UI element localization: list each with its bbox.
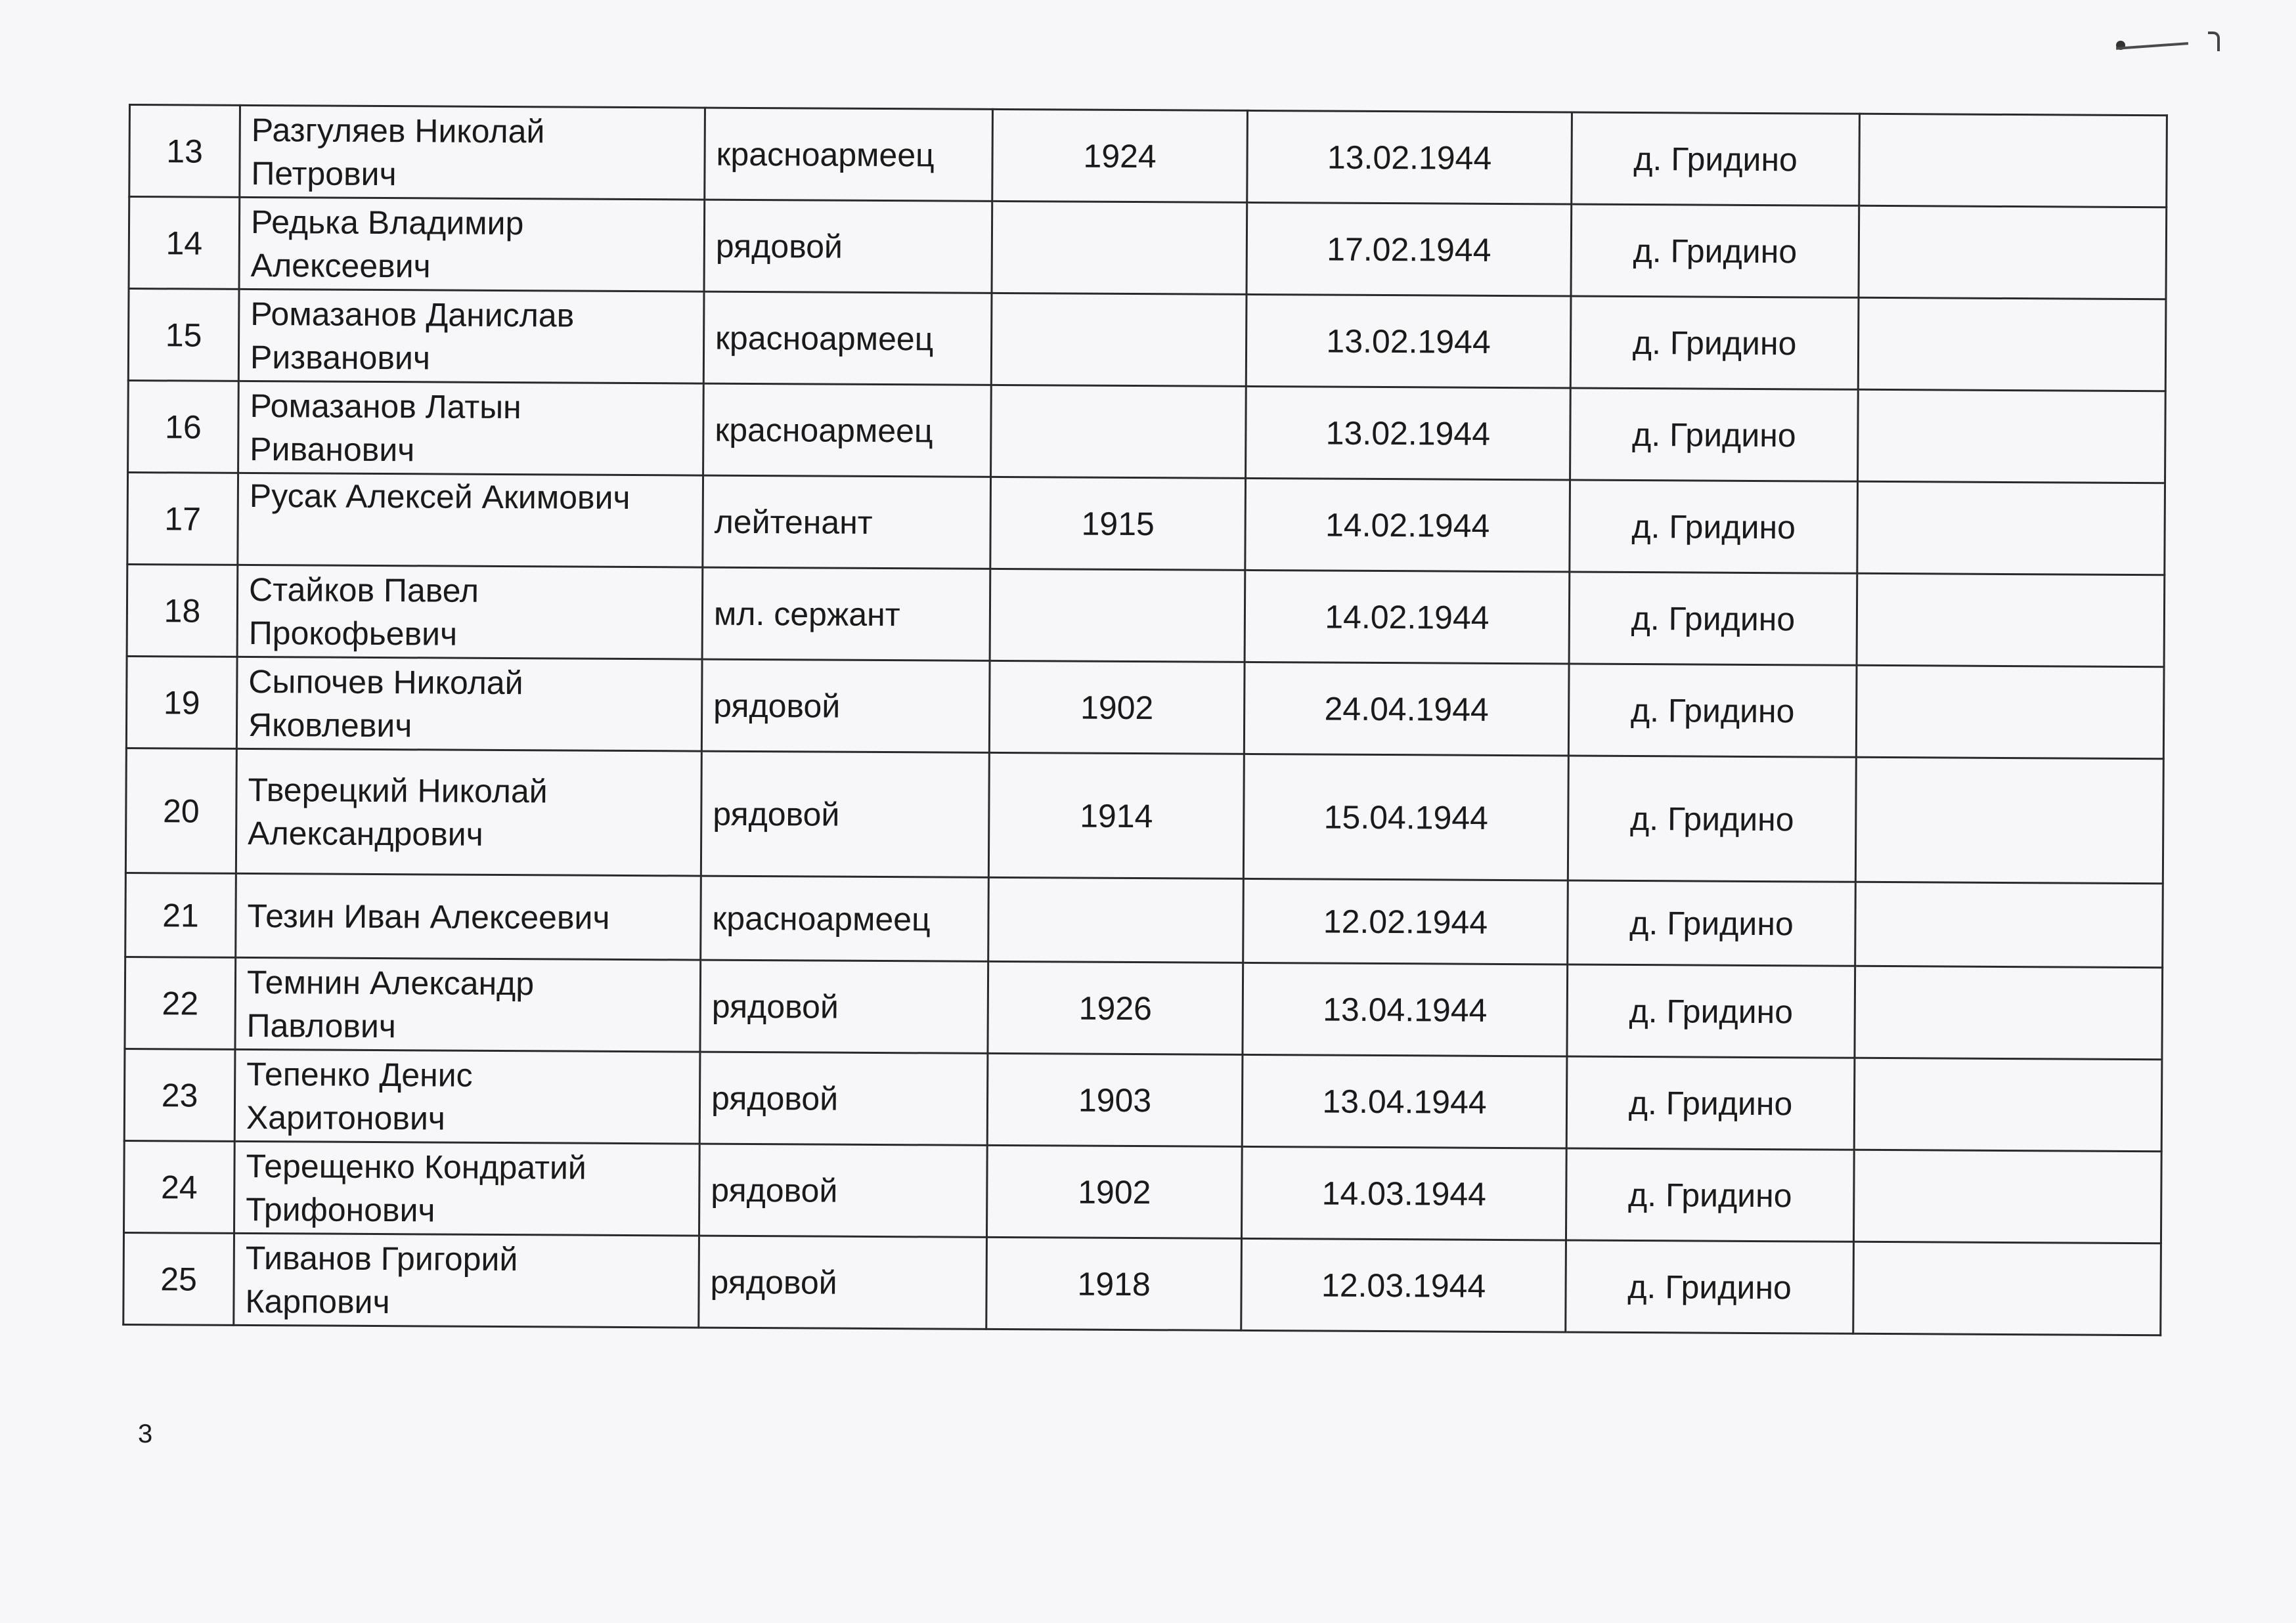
notes-cell: [1855, 882, 2163, 967]
notes-cell: [1858, 389, 2166, 483]
row-number-cell: 15: [128, 289, 239, 381]
table-row: [127, 564, 2165, 666]
name-line-2: Яковлевич: [248, 706, 412, 744]
name-cell: [240, 105, 705, 200]
table-row: [128, 289, 2166, 391]
burial-place-cell: д. Гридино: [1570, 296, 1859, 389]
death-date-cell: 13.04.1944: [1243, 963, 1568, 1056]
name-line-2: Прокофьевич: [248, 614, 458, 653]
table-row: [126, 656, 2164, 758]
burial-place-cell: д. Гридино: [1569, 572, 1857, 665]
name-cell: [239, 197, 705, 292]
table-row: [125, 873, 2163, 967]
rank-cell: лейтенант: [703, 475, 991, 569]
name-cell: [236, 748, 701, 876]
name-cell: [238, 473, 703, 567]
notes-cell: [1853, 1150, 2161, 1243]
burial-place-cell: д. Гридино: [1568, 756, 1856, 882]
rank-cell: рядовой: [704, 200, 992, 293]
name-line-1: Тезин Иван Алексеевич: [247, 897, 610, 936]
notes-cell: [1855, 757, 2163, 883]
name-cell: [238, 381, 704, 475]
burial-place-cell: д. Гридино: [1567, 964, 1855, 1058]
table-body: [123, 105, 2167, 1335]
table-row: [129, 197, 2167, 299]
pen-hook-mark: [2208, 32, 2220, 51]
birth-year-cell: [991, 385, 1247, 478]
burial-place-cell: д. Гридино: [1571, 204, 1859, 297]
name-line-1: Ромазанов Латын: [250, 387, 521, 425]
burial-place-cell: д. Гридино: [1572, 112, 1860, 206]
page-number: 3: [138, 1419, 153, 1448]
table-row: [129, 105, 2167, 207]
rank-cell: красноармеец: [703, 292, 992, 385]
name-line-1: Стайков Павел: [248, 571, 479, 609]
death-date-cell: 12.03.1944: [1241, 1238, 1566, 1332]
name-line-2: Петрович: [251, 154, 397, 192]
row-number-cell: 18: [127, 564, 238, 657]
name-line-2: Алексеевич: [250, 246, 431, 284]
birth-year-cell: 1902: [986, 1145, 1242, 1238]
table-row: [127, 473, 2165, 575]
table-row: [124, 1049, 2162, 1151]
death-date-cell: 13.02.1944: [1246, 386, 1571, 480]
row-number-cell: 16: [128, 381, 239, 473]
name-line-2: Риванович: [250, 430, 415, 468]
name-line-1: Разгуляев Николай: [251, 111, 545, 150]
birth-year-cell: [991, 293, 1247, 386]
rank-cell: рядовой: [699, 1236, 987, 1329]
row-number-cell: 25: [123, 1232, 234, 1325]
rank-cell: рядовой: [699, 1144, 987, 1237]
row-number-cell: 14: [129, 197, 240, 290]
row-number-cell: 20: [125, 748, 236, 873]
name-line-1: Тверецкий Николай: [248, 771, 548, 810]
birth-year-cell: [990, 569, 1245, 662]
notes-cell: [1855, 966, 2163, 1059]
row-number-cell: 22: [125, 957, 236, 1049]
birth-year-cell: 1926: [988, 961, 1243, 1054]
name-line-2: Павлович: [246, 1006, 397, 1045]
name-line-2: Карпович: [245, 1282, 390, 1320]
birth-year-cell: [992, 201, 1247, 294]
name-line-2: Харитонович: [246, 1098, 446, 1137]
name-line-2: Трифонович: [246, 1190, 435, 1228]
burial-place-cell: д. Гридино: [1568, 664, 1857, 757]
row-number-cell: 19: [126, 656, 237, 748]
name-line-1: Тепенко Денис: [246, 1055, 473, 1094]
name-line-1: Терещенко Кондратий: [246, 1147, 586, 1186]
row-number-cell: 13: [129, 105, 240, 198]
name-line-1: Темнин Александр: [246, 963, 535, 1002]
row-number-cell: 21: [125, 873, 236, 957]
birth-year-cell: 1918: [986, 1237, 1242, 1330]
name-cell: [237, 565, 703, 659]
name-line-1: Тиванов Григорий: [245, 1239, 518, 1278]
name-cell: [235, 957, 701, 1052]
notes-cell: [1859, 206, 2167, 299]
rank-cell: красноармеец: [701, 876, 989, 961]
death-date-cell: 14.03.1944: [1241, 1146, 1566, 1240]
rank-cell: красноармеец: [705, 108, 993, 201]
name-cell: [234, 1233, 699, 1328]
name-line-1: Редька Владимир: [250, 203, 524, 242]
birth-year-cell: 1902: [989, 660, 1245, 754]
table-row: [128, 381, 2166, 483]
name-cell: [234, 1141, 699, 1236]
notes-cell: [1856, 665, 2164, 758]
rank-cell: рядовой: [700, 960, 988, 1053]
birth-year-cell: [988, 877, 1244, 963]
burial-place-cell: д. Гридино: [1570, 388, 1859, 481]
birth-year-cell: 1903: [987, 1053, 1243, 1146]
name-line-1: Русак Алексей Акимович: [249, 477, 630, 517]
table-row: [125, 957, 2163, 1059]
death-date-cell: 14.02.1944: [1245, 570, 1570, 664]
birth-year-cell: 1914: [988, 752, 1244, 878]
pen-stroke-mark: [2116, 42, 2188, 50]
name-cell: [234, 1049, 700, 1144]
birth-year-cell: 1924: [992, 109, 1248, 202]
burial-place-cell: д. Гридино: [1566, 1240, 1854, 1333]
burial-place-cell: д. Гридино: [1568, 880, 1856, 966]
death-date-cell: 13.04.1944: [1242, 1054, 1567, 1148]
burial-place-cell: д. Гридино: [1566, 1148, 1854, 1242]
notes-cell: [1857, 481, 2165, 574]
rank-cell: мл. сержант: [702, 567, 990, 660]
name-line-2: Александрович: [248, 814, 483, 853]
name-line-1: Ромазанов Данислав: [250, 295, 575, 334]
row-number-cell: 24: [123, 1140, 234, 1233]
death-date-cell: 13.02.1944: [1247, 110, 1572, 204]
birth-year-cell: 1915: [990, 477, 1246, 570]
notes-cell: [1857, 573, 2165, 666]
rank-cell: рядовой: [701, 751, 989, 877]
rank-cell: рядовой: [699, 1052, 988, 1145]
name-cell: [236, 657, 702, 751]
notes-cell: [1853, 1242, 2161, 1335]
death-date-cell: 17.02.1944: [1247, 202, 1572, 296]
name-cell: [238, 289, 704, 383]
row-number-cell: 23: [124, 1049, 235, 1141]
burial-place-cell: д. Гридино: [1570, 480, 1858, 573]
name-cell: [236, 873, 701, 960]
rank-cell: красноармеец: [703, 383, 992, 477]
table-row: [125, 748, 2163, 883]
table-row: [123, 1232, 2161, 1335]
death-date-cell: 14.02.1944: [1245, 478, 1570, 572]
rank-cell: рядовой: [701, 659, 990, 752]
death-date-cell: 13.02.1944: [1246, 294, 1571, 388]
notes-cell: [1859, 114, 2167, 207]
table-row: [123, 1140, 2161, 1243]
death-date-cell: 24.04.1944: [1244, 662, 1569, 756]
notes-cell: [1854, 1058, 2162, 1151]
name-line-1: Сыпочев Николай: [248, 662, 523, 701]
burial-place-cell: д. Гридино: [1566, 1056, 1855, 1150]
notes-cell: [1858, 297, 2166, 391]
name-line-2: Ризванович: [250, 338, 431, 376]
row-number-cell: 17: [127, 473, 238, 565]
death-date-cell: 12.02.1944: [1243, 878, 1568, 964]
burial-records-table: [122, 104, 2168, 1336]
death-date-cell: 15.04.1944: [1243, 754, 1568, 880]
